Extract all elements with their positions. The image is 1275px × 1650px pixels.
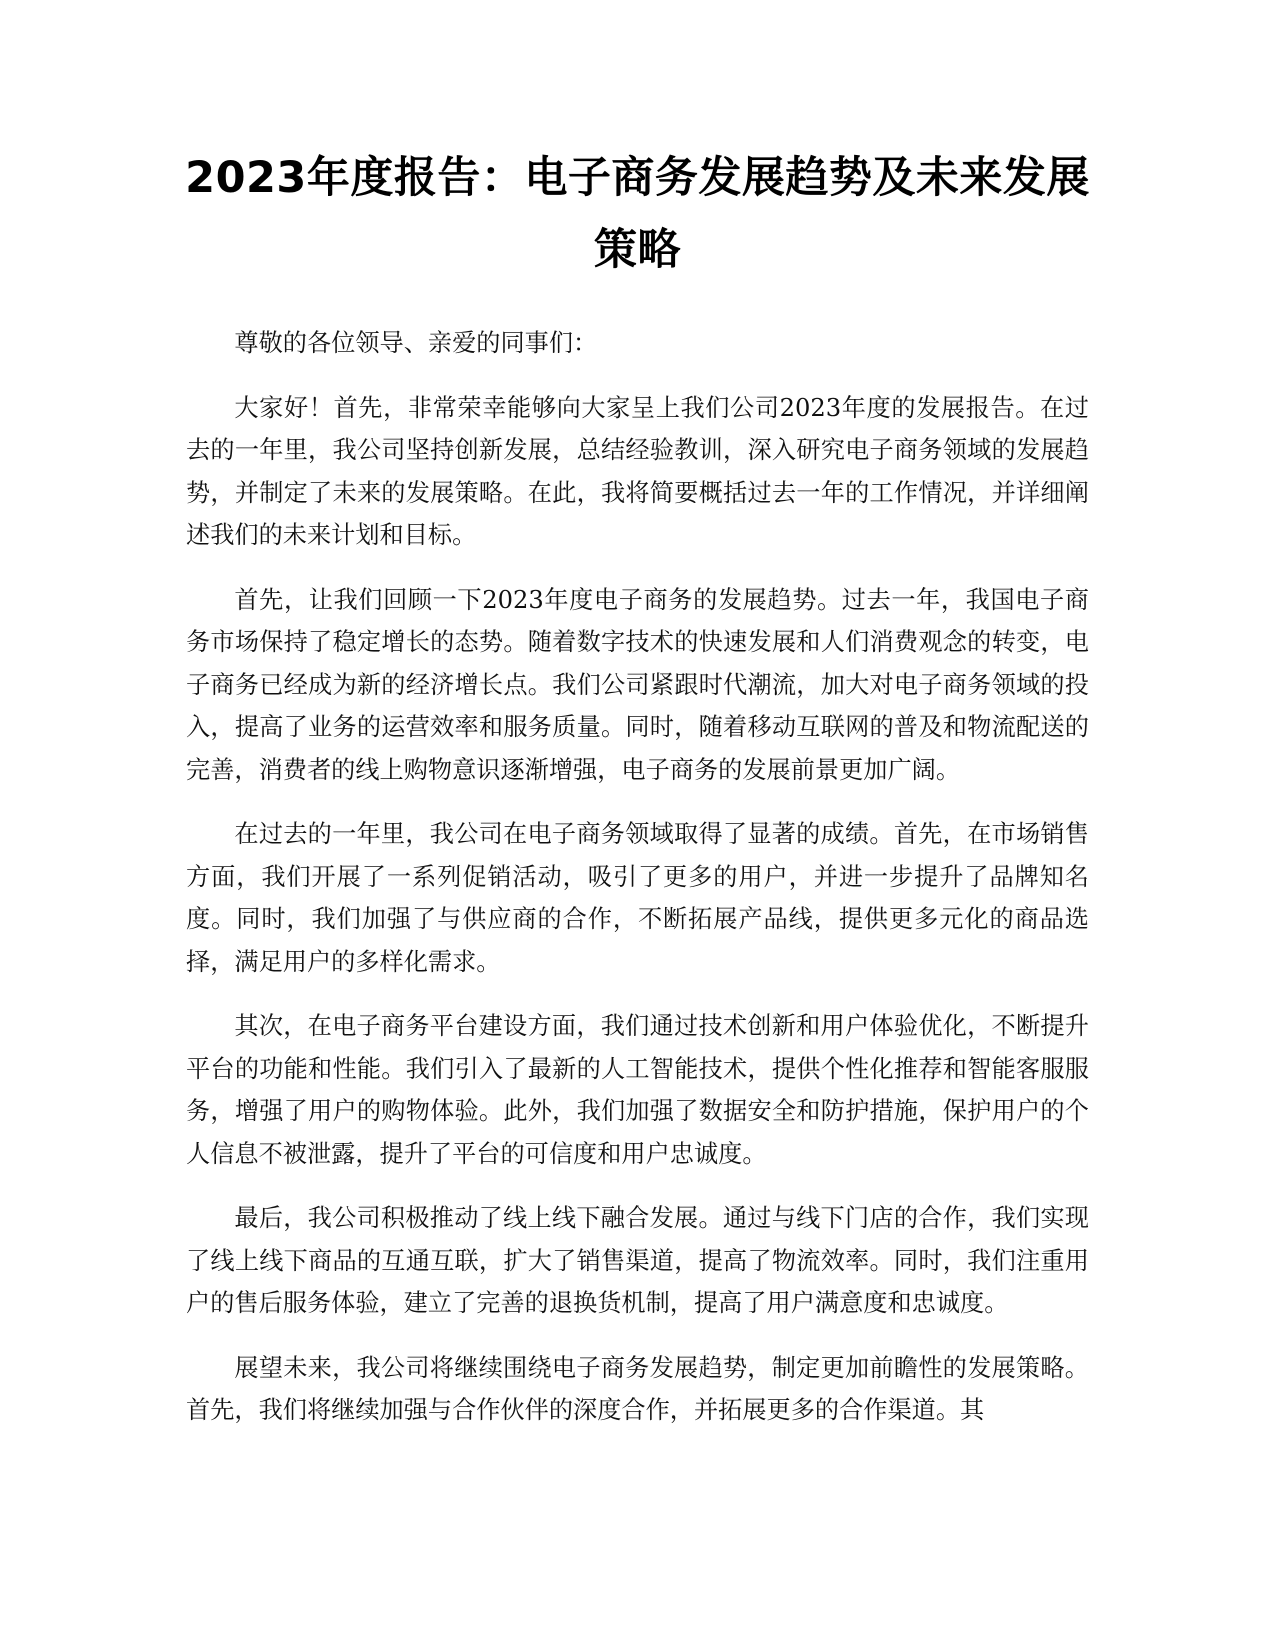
document-body	[186, 322, 1089, 1454]
paragraph-4: 其次，在电子商务平台建设方面，我们通过技术创新和用户体验优化，不断提升平台的功能和性能。我们引入了最新的人工智能技术，提供个性化推荐和智能客服服务，增强了用户的购物体验。此外，我们加强了数据安全和防护措施，保护用户的个人信息不被泄露，提升了平台的可信度和用户忠诚度。	[186, 1012, 1089, 1168]
paragraph-2: 首先，让我们回顾一下2023年度电子商务的发展趋势。过去一年，我国电子商务市场保持了稳定增长的态势。随着数字技术的快速发展和人们消费观念的转变，电子商务已经成为新的经济增长点。我们公司紧跟时代潮流，加大对电子商务领域的投入，提高了业务的运营效率和服务质量。同时，随着移动互联网的普及和物流配送的完善，消费者的线上购物意识逐渐增强，电子商务的发展前景更加广阔。	[186, 585, 1089, 784]
paragraph-1: 大家好！首先，非常荣幸能够向大家呈上我们公司2023年度的发展报告。在过去的一年里，我公司坚持创新发展，总结经验教训，深入研究电子商务领域的发展趋势，并制定了未来的发展策略。在此，我将简要概括过去一年的工作情况，并详细阐述我们的未来计划和目标。	[186, 393, 1089, 549]
paragraph-5: 最后，我公司积极推动了线上线下融合发展。通过与线下门店的合作，我们实现了线上线下商品的互通互联，扩大了销售渠道，提高了物流效率。同时，我们注重用户的售后服务体验，建立了完善的退换货机制，提高了用户满意度和忠诚度。	[186, 1204, 1089, 1317]
paragraph-3: 在过去的一年里，我公司在电子商务领域取得了显著的成绩。首先，在市场销售方面，我们开展了一系列促销活动，吸引了更多的用户，并进一步提升了品牌知名度。同时，我们加强了与供应商的合作，不断拓展产品线，提供更多元化的商品选择，满足用户的多样化需求。	[186, 820, 1089, 976]
paragraph-6: 展望未来，我公司将继续围绕电子商务发展趋势，制定更加前瞻性的发展策略。首先，我们将继续加强与合作伙伴的深度合作，并拓展更多的合作渠道。其	[186, 1353, 1089, 1424]
document-title: 2023年度报告：电子商务发展趋势及未来发展策略	[185, 153, 1090, 275]
salutation: 尊敬的各位领导、亲爱的同事们：	[234, 329, 598, 357]
